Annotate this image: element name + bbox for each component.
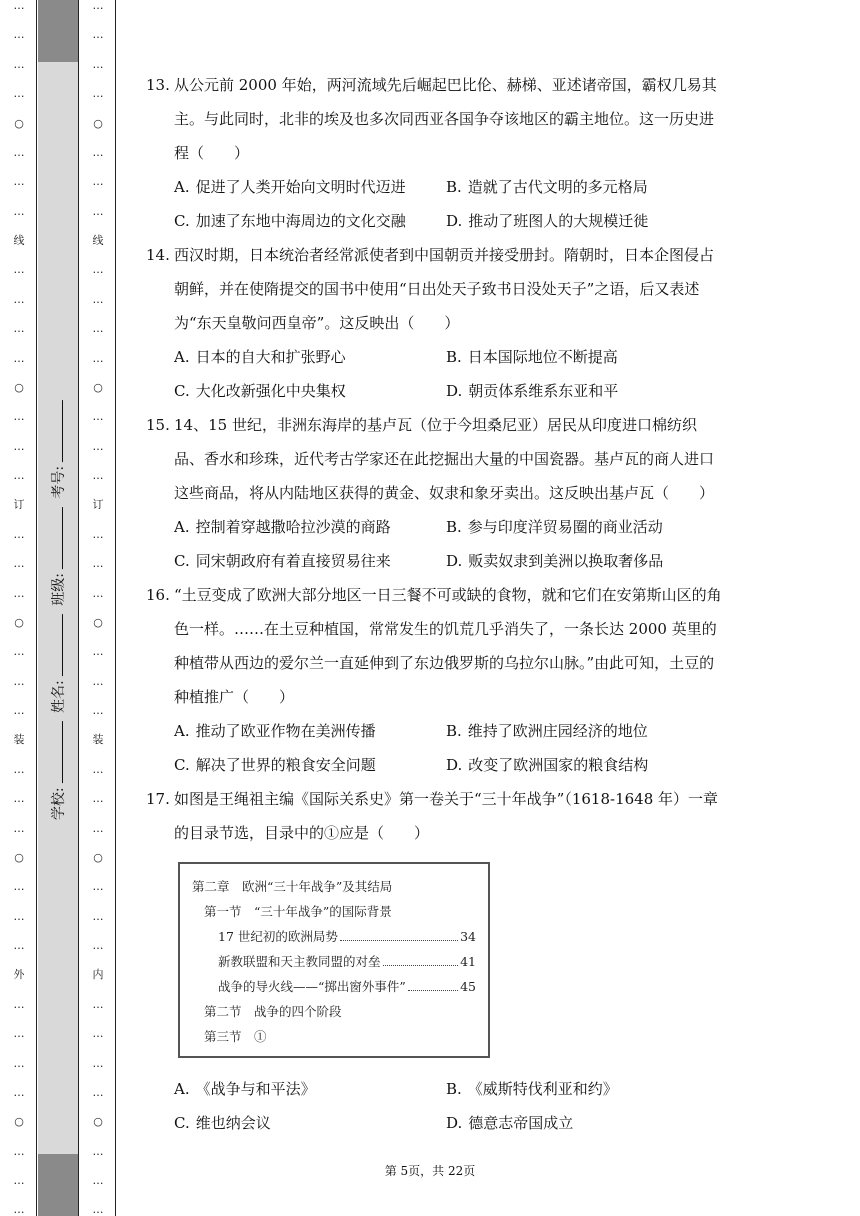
seal-line-glyph: 订 [13, 498, 25, 512]
question-number: 15. [146, 416, 170, 434]
seal-line-glyph: … [92, 410, 104, 424]
seal-line-glyph: … [92, 997, 104, 1011]
question-stem: 从公元前 2000 年始，两河流域先后崛起巴比伦、赫梯、亚述诸帝国，霸权几易其主。与此同时，北非的埃及也多次同西亚各国争夺该地区的霸主地位。这一历史进程（ ） [174, 76, 717, 162]
seal-line-glyph: … [13, 997, 25, 1011]
seal-line-glyph: … [13, 175, 25, 189]
seal-line-glyph: … [13, 1174, 25, 1187]
seal-line-glyph: … [92, 292, 104, 306]
seal-line-glyph: … [13, 57, 25, 71]
seal-line-glyph: … [13, 1027, 25, 1041]
question-stem: 西汉时期，日本统治者经常派使者到中国朝贡并接受册封。隋朝时，日本企图侵占朝鲜，并在使隋提交的国书中使用“日出处天子致书日没处天子”之语，后又表述为“东天皇敬问西皇帝”。这反映出（ ） [174, 246, 715, 332]
seal-line-glyph: … [92, 909, 104, 923]
seal-line-glyph: … [92, 439, 104, 453]
option-d[interactable]: D. 改变了欧洲国家的粮食结构 [446, 756, 649, 774]
question-17 [146, 782, 726, 1140]
options [174, 1072, 726, 1140]
seal-line-glyph: 内 [92, 968, 104, 982]
seal-line-glyph: … [13, 645, 25, 659]
option-d[interactable]: D. 贩卖奴隶到美洲以换取奢侈品 [446, 552, 664, 570]
seal-line-glyph: … [92, 351, 104, 365]
seal-line-glyph: … [92, 586, 104, 600]
seal-line-glyph: … [92, 704, 104, 717]
outer-seal-line [9, 0, 29, 1216]
options [174, 170, 726, 238]
question-16 [146, 578, 726, 782]
student-info-fields [48, 396, 68, 820]
class-label: 班级: [51, 573, 67, 606]
options [174, 510, 726, 578]
seal-line-glyph: … [92, 87, 104, 101]
name-blank[interactable] [50, 614, 63, 676]
seal-line-glyph: … [13, 1203, 25, 1216]
option-b[interactable]: B. 日本国际地位不断提高 [446, 348, 618, 366]
option-c[interactable]: C. 维也纳会议 [174, 1114, 271, 1132]
seal-line-glyph: … [92, 28, 104, 42]
seal-line-glyph: … [13, 204, 25, 218]
toc-section-2: 第二节 战争的四个阶段 [204, 1004, 342, 1019]
exam-no-label: 考号: [51, 465, 67, 499]
seal-line-glyph: … [92, 1174, 104, 1187]
toc-section-3: 第三节 ① [204, 1029, 267, 1044]
seal-line-glyph: … [92, 57, 104, 71]
toc-chapter: 第二章 欧洲“三十年战争”及其结局 [192, 879, 393, 894]
question-13 [146, 68, 726, 238]
question-number: 17. [146, 790, 170, 808]
seal-line-glyph: 外 [13, 968, 25, 982]
binding-strip [0, 0, 116, 1216]
seal-line-glyph: … [92, 762, 104, 776]
seal-line-glyph: … [13, 909, 25, 923]
seal-line-glyph: 订 [92, 498, 104, 512]
toc-entry: 新教联盟和天主教同盟的对垒 41 [192, 949, 476, 974]
seal-line-glyph: ○ [93, 850, 103, 864]
seal-line-glyph: 线 [13, 234, 25, 247]
page-footer: 第 5页，共 22页 [384, 1164, 476, 1178]
seal-line-glyph: ○ [93, 615, 103, 629]
seal-line-glyph: … [92, 1085, 104, 1099]
seal-line-glyph: … [13, 439, 25, 453]
seal-line-glyph: … [13, 557, 25, 571]
seal-line-glyph: ○ [14, 1115, 24, 1129]
table-of-contents-figure [178, 862, 490, 1058]
seal-line-glyph: … [13, 792, 25, 806]
seal-line-glyph: … [13, 1144, 25, 1158]
question-number: 16. [146, 586, 170, 604]
question-number: 14. [146, 246, 170, 264]
option-a[interactable]: A. 《战争与和平法》 [174, 1080, 316, 1098]
option-b[interactable]: B. 造就了古代文明的多元格局 [446, 178, 648, 196]
seal-line-glyph: … [13, 821, 25, 835]
seal-line-glyph: ○ [93, 1115, 103, 1129]
seal-line-glyph: … [92, 674, 104, 688]
class-blank[interactable] [50, 507, 63, 569]
seal-line-glyph: ○ [93, 116, 103, 130]
toc-section-1: 第一节 “三十年战争”的国际背景 [204, 904, 392, 919]
school-label: 学校: [51, 787, 67, 821]
seal-line-glyph: … [92, 0, 104, 12]
seal-line-glyph: … [92, 939, 104, 952]
seal-line-glyph: … [92, 880, 104, 894]
options [174, 714, 726, 782]
exam-no-blank[interactable] [50, 400, 63, 462]
option-c[interactable]: C. 加速了东地中海周边的文化交融 [174, 212, 406, 230]
seal-line-glyph: ○ [93, 380, 103, 394]
seal-line-glyph: … [92, 175, 104, 189]
option-a[interactable]: A. 促进了人类开始向文明时代迈进 [174, 178, 406, 196]
seal-line-glyph: … [92, 1056, 104, 1070]
seal-line-glyph: … [92, 792, 104, 806]
seal-line-glyph: ○ [14, 850, 24, 864]
seal-line-glyph: … [13, 1056, 25, 1070]
seal-line-glyph: … [13, 28, 25, 42]
question-15 [146, 408, 726, 578]
seal-line-glyph: … [13, 263, 25, 277]
toc-entry: 战争的导火线——“掷出窗外事件” 45 [192, 974, 476, 999]
option-c[interactable]: C. 解决了世界的粮食安全问题 [174, 756, 376, 774]
school-blank[interactable] [50, 721, 63, 783]
option-d[interactable]: D. 德意志帝国成立 [446, 1114, 574, 1132]
seal-line-glyph: … [92, 145, 104, 159]
seal-line-glyph: … [13, 0, 25, 12]
seal-line-glyph: … [92, 645, 104, 659]
binding-line-right [115, 0, 116, 1216]
binding-line-left [36, 0, 37, 1216]
seal-line-glyph: … [13, 292, 25, 306]
seal-line-glyph: ○ [14, 116, 24, 130]
seal-line-glyph: … [92, 204, 104, 218]
seal-line-glyph: … [92, 527, 104, 541]
option-b[interactable]: B. 参与印度洋贸易圈的商业活动 [446, 518, 663, 536]
seal-line-glyph: … [92, 1203, 104, 1216]
question-stem: 如图是王绳祖主编《国际关系史》第一卷关于“三十年战争”（1618-1648 年）一章的目录节选，目录中的①应是（ ） [174, 790, 719, 842]
options [174, 340, 726, 408]
seal-line-glyph: ○ [14, 380, 24, 394]
seal-line-glyph: … [13, 586, 25, 600]
question-stem: 14、15 世纪，非洲东海岸的基卢瓦（位于今坦桑尼亚）居民从印度进口棉纺织品、香水和珍珠，近代考古学家还在此挖掘出大量的中国瓷器。基卢瓦的商人进口这些商品，将从内陆地区获得的黄金、奴隶和象牙卖出。这反映出基卢瓦（ ） [174, 416, 715, 502]
seal-line-glyph: … [92, 322, 104, 336]
option-c[interactable]: C. 同宋朝政府有着直接贸易往来 [174, 552, 391, 570]
binding-line-mid [78, 0, 79, 1216]
option-b[interactable]: B. 《威斯特伐利亚和约》 [446, 1080, 618, 1098]
seal-line-glyph: 线 [92, 234, 104, 247]
seal-line-glyph: … [92, 469, 104, 482]
option-a[interactable]: A. 推动了欧亚作物在美洲传播 [174, 722, 376, 740]
seal-line-glyph: … [13, 880, 25, 894]
seal-line-glyph: … [13, 410, 25, 424]
seal-line-glyph: … [92, 557, 104, 571]
exam-page-content [146, 68, 726, 1140]
option-a[interactable]: A. 日本的自大和扩张野心 [174, 348, 346, 366]
seal-line-glyph: … [13, 351, 25, 365]
info-panel-top-block [38, 0, 78, 62]
seal-line-glyph: … [92, 263, 104, 277]
seal-line-glyph: … [13, 939, 25, 952]
seal-line-glyph: … [13, 322, 25, 336]
seal-line-glyph: … [13, 469, 25, 482]
seal-line-glyph: 装 [13, 733, 25, 747]
seal-line-glyph: … [92, 1144, 104, 1158]
seal-line-glyph: … [13, 762, 25, 776]
seal-line-glyph: … [13, 704, 25, 717]
seal-line-glyph: … [13, 1085, 25, 1099]
seal-line-glyph: … [92, 821, 104, 835]
inner-seal-line [88, 0, 108, 1216]
seal-line-glyph: … [92, 1027, 104, 1041]
seal-line-glyph: … [13, 87, 25, 101]
seal-line-glyph: 装 [92, 733, 104, 747]
option-d[interactable]: D. 朝贡体系维系东亚和平 [446, 382, 619, 400]
seal-line-glyph: … [13, 145, 25, 159]
name-label: 姓名: [51, 680, 67, 713]
toc-entry: 17 世纪初的欧洲局势 34 [192, 924, 476, 949]
seal-line-glyph: … [13, 527, 25, 541]
option-d[interactable]: D. 推动了班图人的大规模迁徙 [446, 212, 649, 230]
option-c[interactable]: C. 大化改新强化中央集权 [174, 382, 346, 400]
question-stem: “土豆变成了欧洲大部分地区一日三餐不可或缺的食物，就和它们在安第斯山区的角色一样。……在土豆种植国，常常发生的饥荒几乎消失了，一条长达 2000 英里的种植带从西边的爱尔兰一直延伸到了东边俄罗斯的乌拉尔山脉。”由此可知，土豆的种植推广（ ） [174, 586, 722, 706]
question-14 [146, 238, 726, 408]
seal-line-glyph: … [13, 674, 25, 688]
option-a[interactable]: A. 控制着穿越撒哈拉沙漠的商路 [174, 518, 391, 536]
question-number: 13. [146, 76, 170, 94]
option-b[interactable]: B. 维持了欧洲庄园经济的地位 [446, 722, 648, 740]
seal-line-glyph: ○ [14, 615, 24, 629]
